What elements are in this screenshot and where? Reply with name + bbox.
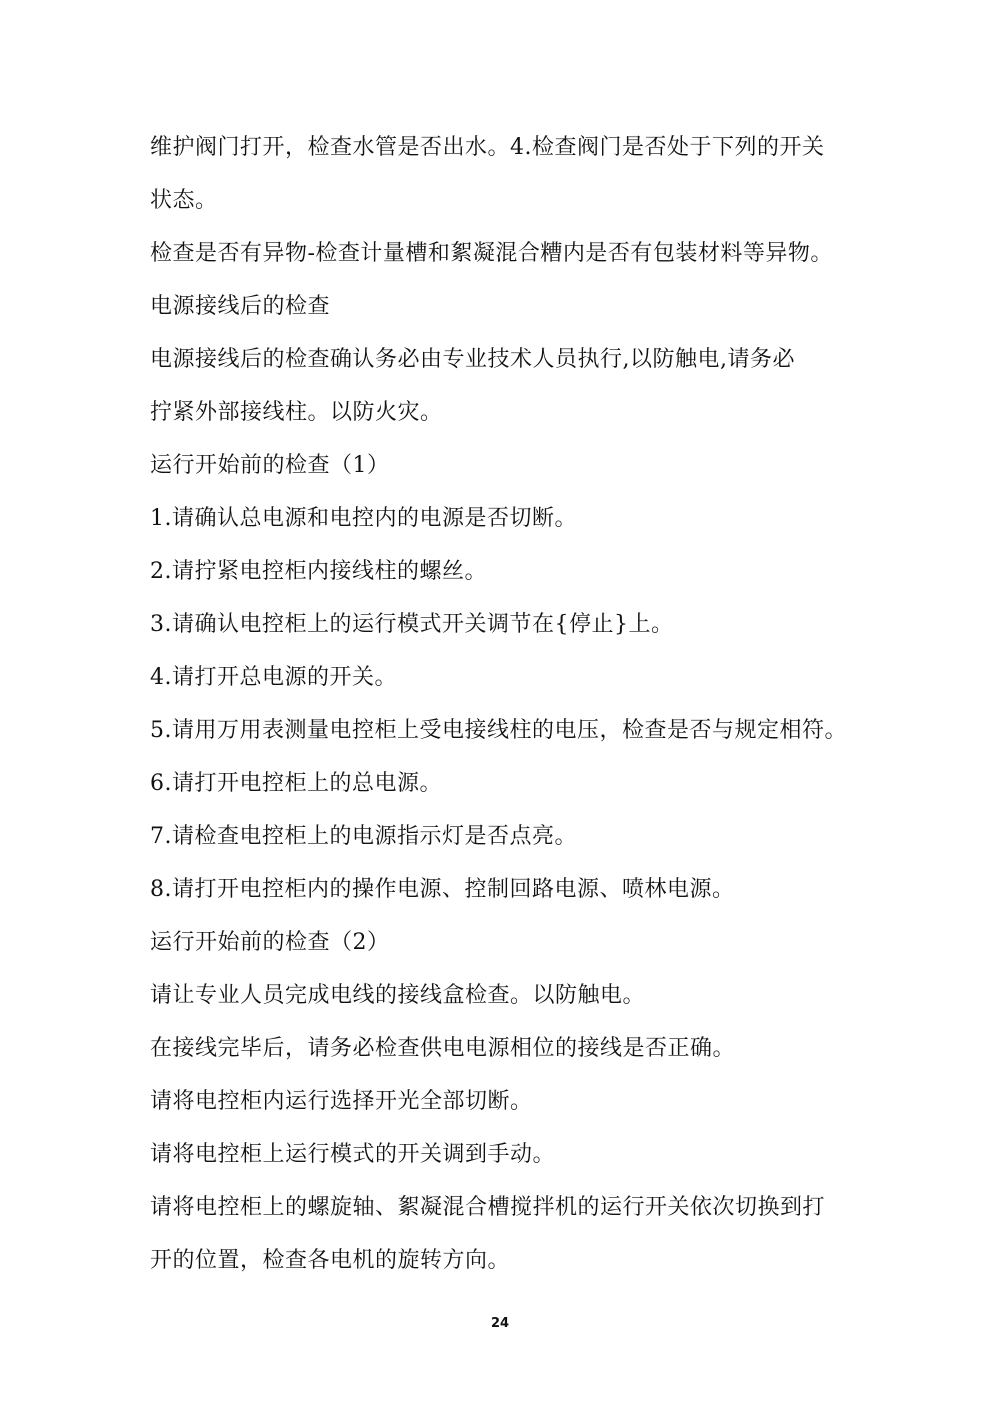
list-item: 6.请打开电控柜上的总电源。: [150, 771, 442, 796]
section-heading: 电源接线后的检查: [150, 294, 331, 319]
text-line: 电源接线后的检查确认务必由专业技术人员执行,以防触电,请务必: [150, 347, 795, 372]
text-line: 检查是否有异物-检查计量槽和絮凝混合糟内是否有包装材料等异物。: [150, 241, 833, 266]
page-number: 24: [490, 1316, 510, 1331]
list-item: 7.请检查电控柜上的电源指示灯是否点亮。: [150, 824, 577, 849]
list-item: 8.请打开电控柜内的操作电源、控制回路电源、喷林电源。: [150, 877, 735, 902]
text-line: 状态。: [150, 188, 218, 213]
section-heading: 运行开始前的检查（1）: [150, 453, 390, 478]
text-line: 请让专业人员完成电线的接线盒检查。以防触电。: [150, 983, 646, 1008]
text-line: 维护阀门打开，检查水管是否出水。4.检查阀门是否处于下列的开关: [150, 135, 825, 160]
text-line: 请将电控柜内运行选择开光全部切断。: [150, 1089, 533, 1114]
text-line: 拧紧外部接线柱。以防火灾。: [150, 400, 443, 425]
text-line: 请将电控柜上的螺旋轴、絮凝混合槽搅拌机的运行开关依次切换到打: [150, 1195, 826, 1220]
text-line: 请将电控柜上运行模式的开关调到手动。: [150, 1142, 556, 1167]
list-item: 5.请用万用表测量电控柜上受电接线柱的电压，检查是否与规定相符。: [150, 718, 847, 743]
list-item: 4.请打开总电源的开关。: [150, 665, 397, 690]
list-item: 3.请确认电控柜上的运行模式开关调节在{停止}上。: [150, 612, 674, 637]
text-line: 在接线完毕后，请务必检查供电电源相位的接线是否正确。: [150, 1036, 736, 1061]
text-line: 开的位置，检查各电机的旋转方向。: [150, 1248, 511, 1273]
list-item: 2.请拧紧电控柜内接线柱的螺丝。: [150, 559, 487, 584]
list-item: 1.请确认总电源和电控内的电源是否切断。: [150, 506, 577, 531]
section-heading: 运行开始前的检查（2）: [150, 930, 390, 955]
